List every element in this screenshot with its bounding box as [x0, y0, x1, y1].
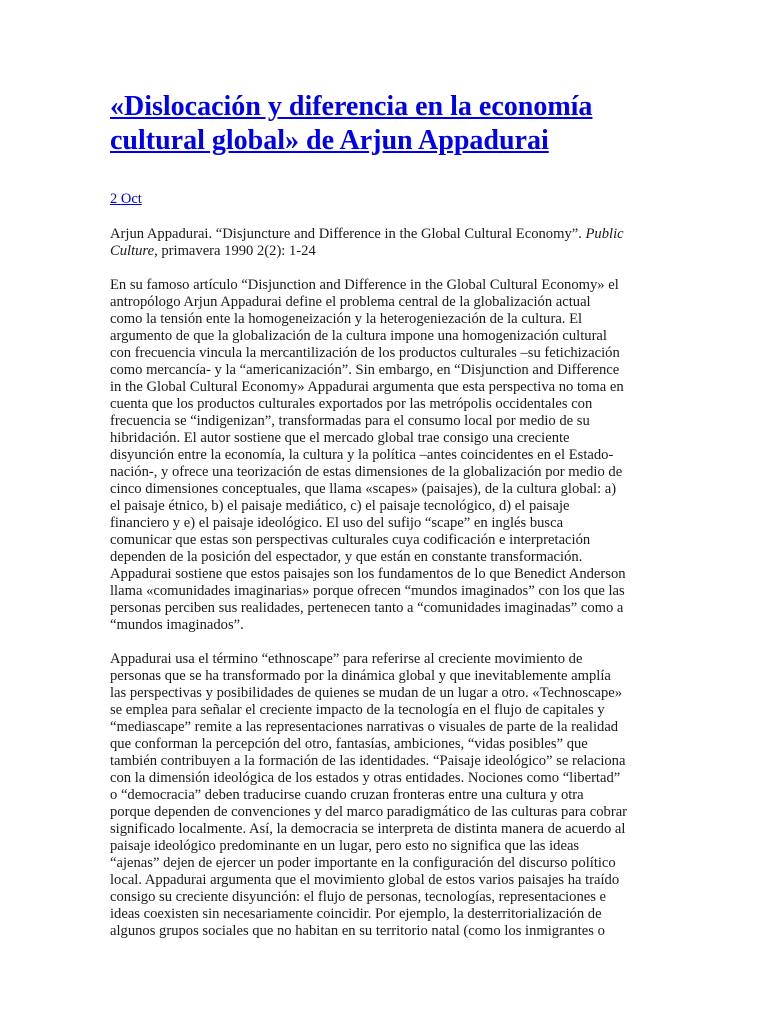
text-line: algunos grupos sociales que no habitan en su territorio natal (como los inmigrantes o	[110, 923, 605, 939]
paragraph-1	[110, 277, 658, 634]
text-line: con frecuencia vincula la mercantilización de los productos culturales –su fetichización	[110, 345, 620, 361]
citation	[110, 226, 658, 260]
text-line: llama «comunidades imaginarias» porque ofrecen “mundos imaginados” con los que las	[110, 583, 625, 599]
text-line: hibridación. El autor sostiene que el mercado global trae consigo una creciente	[110, 430, 570, 446]
text-line: argumento de que la globalización de la cultura impone una homogenización cultural	[110, 328, 607, 344]
text-line: también contribuyen a la formación de las identidades. “Paisaje ideológico” se relaciona	[110, 753, 626, 769]
post-date	[110, 191, 658, 208]
text-line: con la dimensión ideológica de los estados y otras entidades. Nociones como “libertad”	[110, 770, 621, 786]
text-line: Appadurai usa el término “ethnoscape” para referirse al creciente movimiento de	[110, 651, 583, 667]
text-line: significado localmente. Así, la democracia se interpreta de distinta manera de acuerdo al	[110, 821, 626, 837]
text-line: antropólogo Arjun Appadurai define el problema central de la globalización actual	[110, 294, 591, 310]
citation-line	[110, 226, 658, 243]
text-line: “ajenas” dejen de ejercer un poder importante en la configuración del discurso político	[110, 855, 616, 871]
text-line: comunicar que estas son perspectivas culturales cuya codificación e interpretación	[110, 532, 591, 548]
article-title	[110, 90, 658, 158]
article	[110, 90, 658, 940]
citation-line	[110, 243, 658, 260]
text-line: personas que se ha transformado por la dinámica global y que inevitablemente amplía	[110, 668, 611, 684]
text-line: o “democracia” deben traducirse cuando cruzan fronteras entre una cultura y otra	[110, 787, 584, 803]
text-line: frecuencia se “indigenizan”, transformadas para el consumo local por medio de su	[110, 413, 590, 429]
text-line: local. Appadurai argumenta que el movimiento global de estos varios paisajes ha traído	[110, 872, 620, 888]
text-line: las perspectivas y posibilidades de quienes se mudan de un lugar a otro. «Technoscape»	[110, 685, 623, 701]
paragraph-2	[110, 651, 658, 940]
text-line: disyunción entre la economía, la cultura y la política –antes coincidentes en el Estado-	[110, 447, 614, 463]
text-line: ideas coexisten sin necesariamente coincidir. Por ejemplo, la desterritorialización de	[110, 906, 602, 922]
article-title-link[interactable]	[110, 90, 658, 158]
text-line: “mediascape” remite a las representaciones narrativas o visuales de parte de la realidad	[110, 719, 619, 735]
text-line: porque dependen de convenciones y del marco paradigmático de las culturas para cobrar	[110, 804, 628, 820]
text-line: el paisaje étnico, b) el paisaje mediático, c) el paisaje tecnológico, d) el paisaje	[110, 498, 570, 514]
text-line: nación-, y ofrece una teorización de estas dimensiones de la globalización por medio de	[110, 464, 623, 480]
text-line: dependen de la posición del espectador, y que están en constante transformación.	[110, 549, 583, 565]
citation-author: Arjun Appadurai.	[110, 226, 213, 242]
text-line: paisaje ideológico predominante en un lugar, pero esto no significa que las ideas	[110, 838, 580, 854]
text-line: cuenta que los productos culturales exportados por las metrópolis occidentales con	[110, 396, 593, 412]
text-line: financiero y e) el paisaje ideológico. El uso del sufijo “scape” en inglés busca	[110, 515, 564, 531]
text-line: in the Global Cultural Economy» Appadurai argumenta que esta perspectiva no toma en	[110, 379, 624, 395]
text-line: como mercancía- y la “americanización”. Sin embargo, en “Disjunction and Difference	[110, 362, 620, 378]
title-line: cultural global» de Arjun Appadurai	[110, 125, 549, 156]
citation-journal: Public	[585, 226, 624, 242]
citation-work: “Disjuncture and Difference in the Global Cultural Economy”.	[212, 226, 586, 242]
citation-journal: Culture	[110, 243, 155, 259]
title-line: «Dislocación y diferencia en la economía	[110, 91, 593, 122]
text-line: Appadurai sostiene que estos paisajes son los fundamentos de lo que Benedict Anderson	[110, 566, 626, 582]
text-line: como la tensión ente la homogeneización y la heterogeniezación de la cultura. El	[110, 311, 583, 327]
text-line: personas perciben sus realidades, pertenecen tanto a “comunidades imaginadas” como a	[110, 600, 624, 616]
text-line: que conforman la percepción del otro, fantasías, ambiciones, “vidas posibles” que	[110, 736, 588, 752]
post-date-link[interactable]: 2 Oct	[110, 191, 142, 207]
text-line: En su famoso artículo “Disjunction and Difference in the Global Cultural Economy» el	[110, 277, 619, 293]
text-line: “mundos imaginados”.	[110, 617, 244, 633]
citation-details: , primavera 1990 2(2): 1-24	[154, 243, 316, 259]
text-line: se emplea para señalar el creciente impacto de la tecnología en el flujo de capitales y	[110, 702, 605, 718]
text-line: consigo su creciente disyunción: el flujo de personas, tecnologías, representaciones e	[110, 889, 607, 905]
text-line: cinco dimensiones conceptuales, que llama «scapes» (paisajes), de la cultura global: a)	[110, 481, 617, 497]
